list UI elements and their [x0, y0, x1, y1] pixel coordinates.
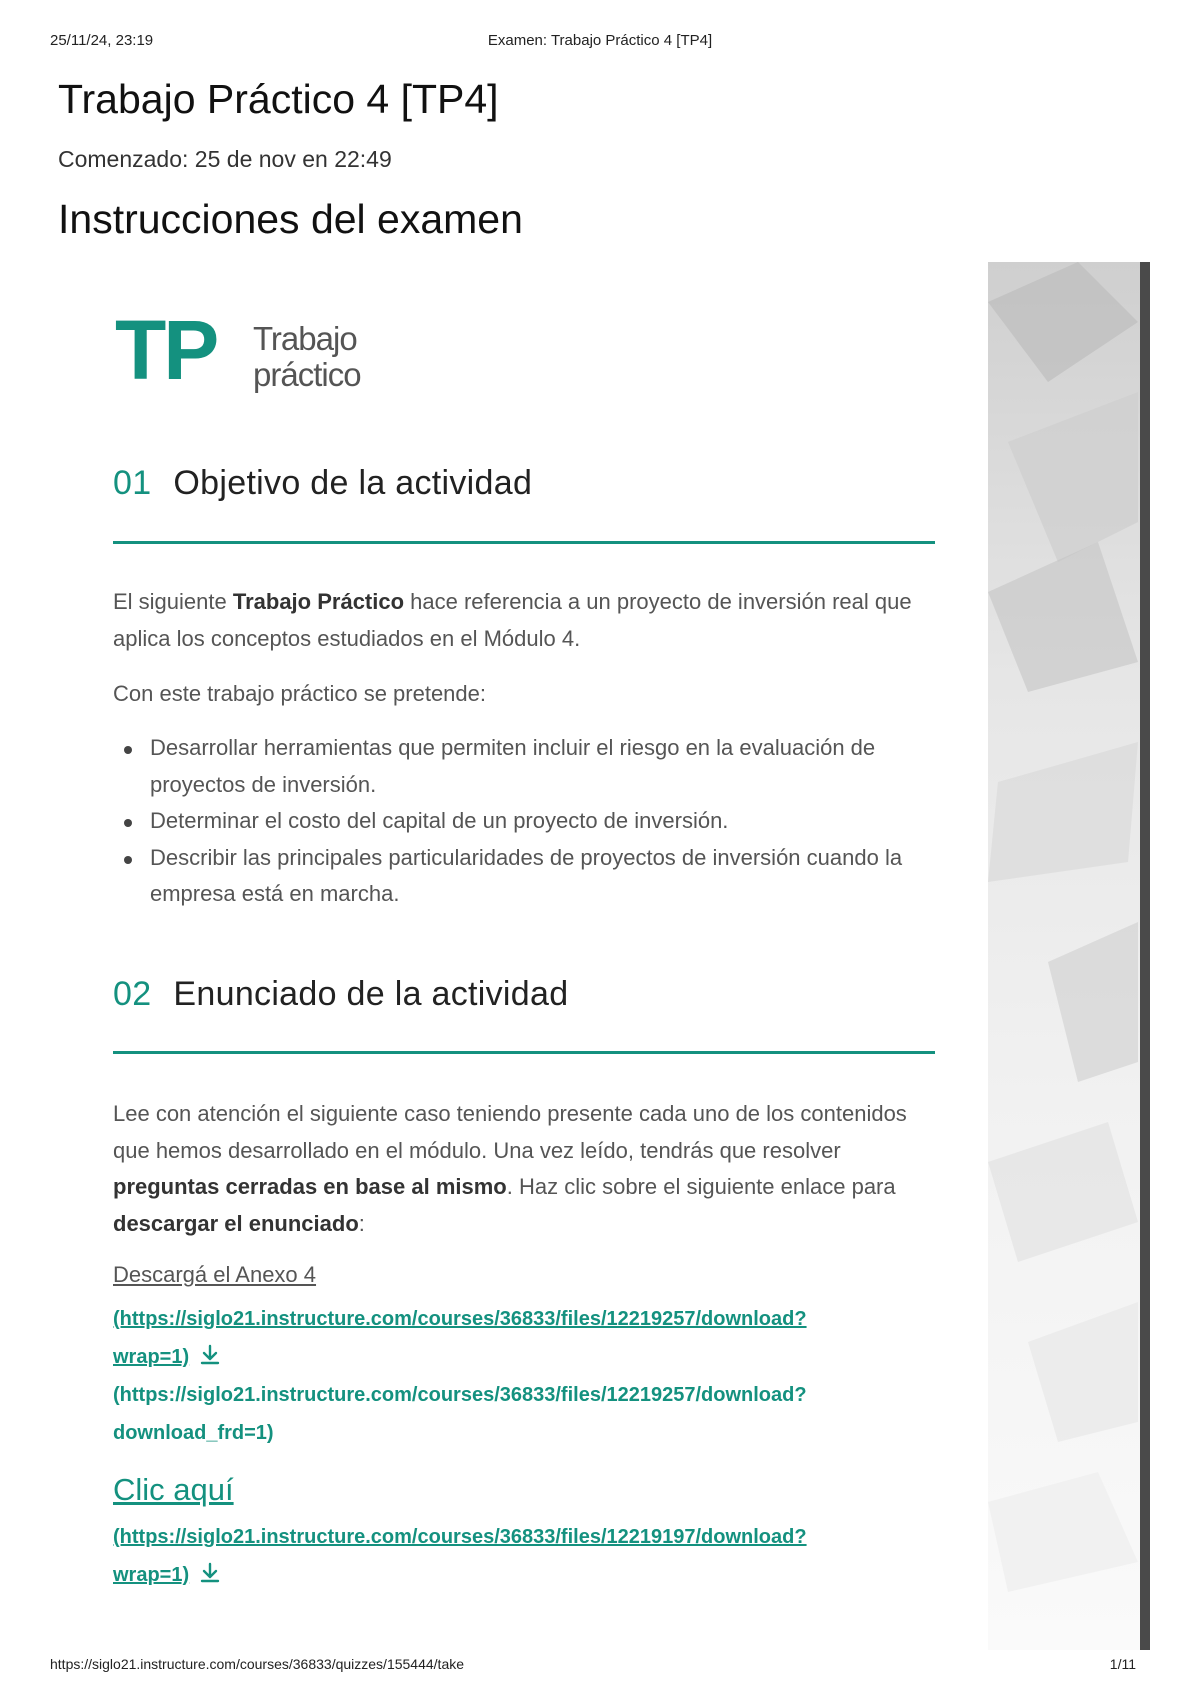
p1-text-pre: El siguiente [113, 589, 233, 614]
section1-number: 01 [113, 464, 152, 502]
section1-heading [113, 464, 532, 503]
tp-logo-word1: Trabajo [253, 320, 357, 357]
abstract-architecture-image [988, 262, 1140, 1650]
section1-paragraph2: Con este trabajo práctico se pretende: [113, 681, 487, 706]
section2-paragraph [113, 1096, 943, 1242]
print-date: 25/11/24, 23:19 [50, 32, 154, 49]
side-panel-bar [1140, 262, 1150, 1650]
section1-paragraph1 [113, 584, 943, 657]
p1-text-post: hace referencia a un proyecto de inversión real que aplica los conceptos estudiados en el Módulo 4. [113, 589, 912, 651]
print-page-number: 1/11 [1109, 1656, 1136, 1672]
download-url-line1: (https://siglo21.instructure.com/courses/36833/files/12219257/download? [113, 1384, 807, 1406]
anexo-url-link[interactable] [113, 1300, 953, 1376]
section2-title: Enunciado de la actividad [173, 975, 569, 1013]
decorative-side-image [988, 262, 1150, 1650]
quiz-started-time: Comenzado: 25 de nov en 22:49 [58, 146, 392, 172]
p2-text-mid: . Haz clic sobre el siguiente enlace para [506, 1174, 896, 1199]
p2-text-pre: Lee con atención el siguiente caso teniendo presente cada uno de los contenidos que hemos desarrollado en el módulo. Una vez leído, tendrás que resolver [113, 1101, 907, 1163]
download-icon[interactable] [199, 1562, 221, 1584]
anexo-link[interactable]: Descargá el Anexo 4 [113, 1262, 317, 1287]
clic-url-line1: (https://siglo21.instructure.com/courses/36833/files/12219197/download? [113, 1526, 807, 1548]
list-item: Describir las principales particularidades de proyectos de inversión cuando la empresa está en marcha. [150, 840, 950, 913]
download-url-line2: download_frd=1) [113, 1422, 274, 1444]
instructions-heading: Instrucciones del examen [58, 196, 523, 242]
p2-text-end: : [358, 1210, 365, 1236]
download-icon[interactable] [199, 1344, 221, 1366]
download-url-link[interactable] [113, 1376, 953, 1452]
p2-text-bold1: preguntas cerradas en base al mismo [113, 1174, 507, 1199]
anexo-url-line2: wrap=1) [113, 1346, 190, 1368]
p1-text-bold: Trabajo Práctico [232, 589, 405, 614]
objectives-list [150, 730, 950, 913]
section2-number: 02 [113, 975, 152, 1013]
clic-url-link[interactable] [113, 1518, 953, 1594]
anexo-url-line1: (https://siglo21.instructure.com/courses/36833/files/12219257/download? [113, 1308, 807, 1330]
print-footer [50, 1656, 1150, 1676]
list-item: Desarrollar herramientas que permiten incluir el riesgo en la evaluación de proyectos de inversión. [150, 730, 950, 803]
section1-divider [113, 541, 935, 544]
tp-logo-word2: práctico [253, 356, 361, 393]
list-item: Determinar el costo del capital de un proyecto de inversión. [150, 803, 950, 840]
clic-url-line2: wrap=1) [113, 1564, 190, 1586]
print-page-title: Examen: Trabajo Práctico 4 [TP4] [487, 32, 713, 49]
clic-aqui-link[interactable]: Clic aquí [113, 1472, 234, 1507]
print-footer-url: https://siglo21.instructure.com/courses/36833/quizzes/155444/take [50, 1656, 465, 1672]
section1-title: Objetivo de la actividad [173, 464, 533, 502]
p2-text-bold2: descargar el enunciado [113, 1210, 359, 1236]
tp-logo-mark: TP [115, 303, 217, 397]
section2-divider [113, 1051, 935, 1054]
print-header [50, 32, 1150, 52]
quiz-title: Trabajo Práctico 4 [TP4] [58, 76, 499, 122]
section2-heading [113, 975, 568, 1014]
